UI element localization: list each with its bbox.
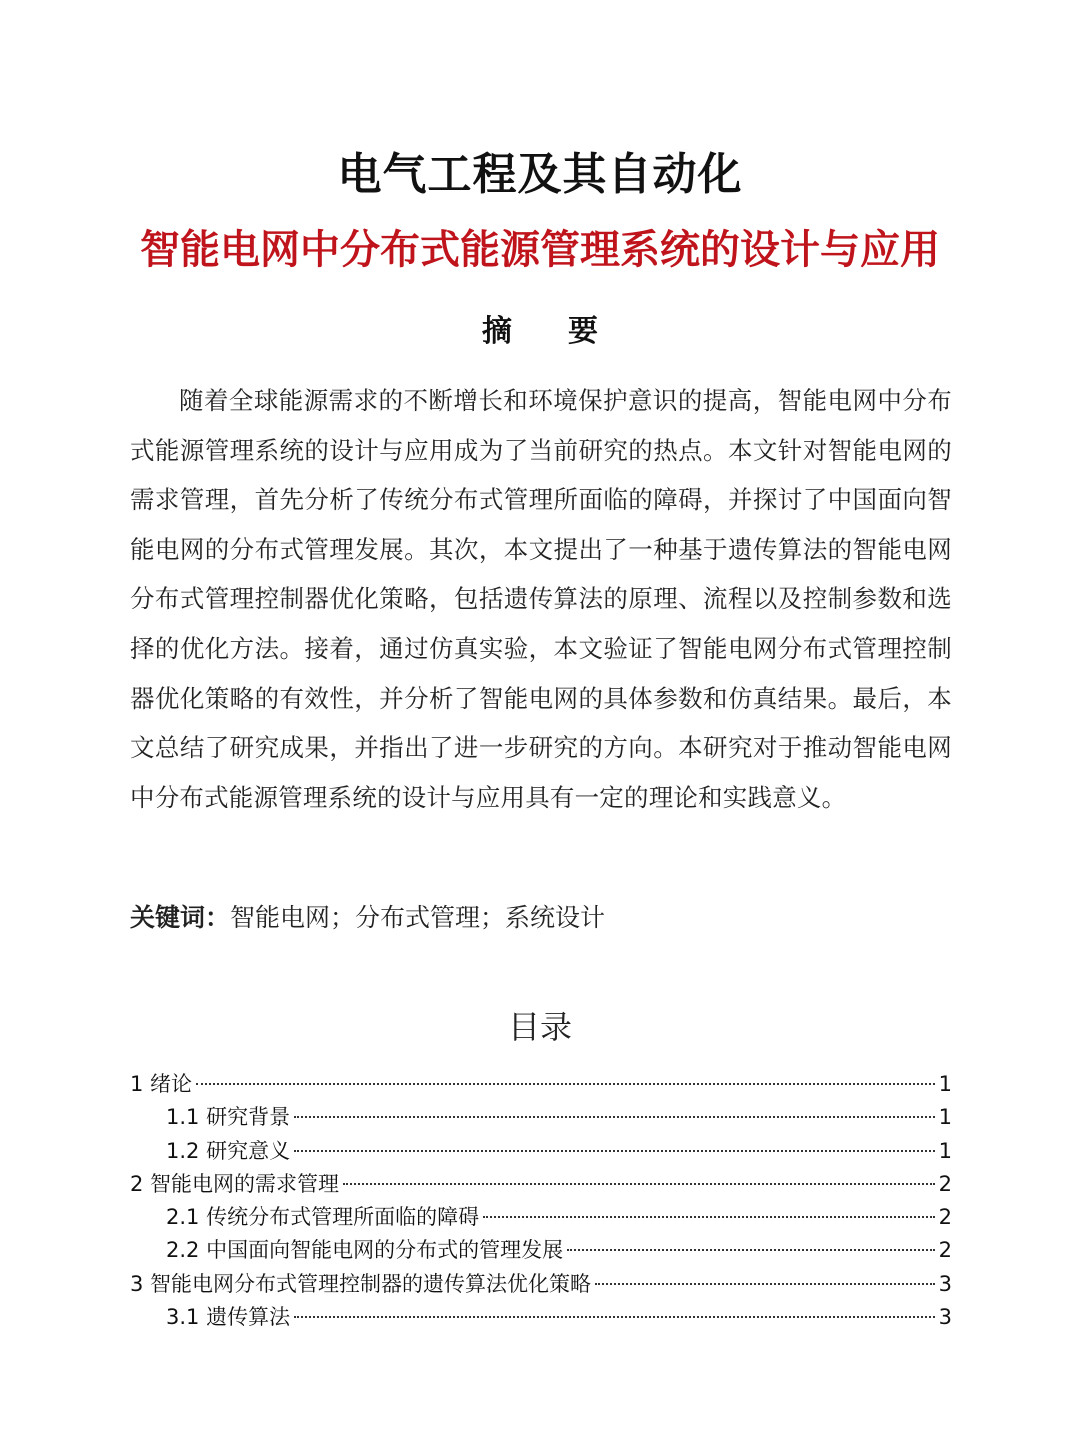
abstract-body: 随着全球能源需求的不断增长和环境保护意识的提高，智能电网中分布式能源管理系统的设计与应用成为了当前研究的热点。本文针对智能电网的需求管理，首先分析了传统分布式管理所面临的障碍，并探讨了中国面向智能电网的分布式管理发展。其次，本文提出了一种基于遗传算法的智能电网分布式管理控制器优化策略，包括遗传算法的原理、流程以及控制参数和选择的优化方法。接着，通过仿真实验，本文验证了智能电网分布式管理控制器优化策略的有效性，并分析了智能电网的具体参数和仿真结果。最后，本文总结了研究成果，并指出了进一步研究的方向。本研究对于推动智能电网中分布式能源管理系统的设计与应用具有一定的理论和实践意义。: [130, 386, 952, 812]
toc-entry-page: 1: [938, 1138, 952, 1163]
abstract-heading: 摘要: [482, 314, 654, 349]
keywords-label: 关键词：: [130, 903, 231, 932]
toc-entry[interactable]: [130, 1201, 952, 1234]
paper-title: 智能电网中分布式能源管理系统的设计与应用: [140, 227, 940, 273]
keywords-text: 智能电网；分布式管理；系统设计: [230, 903, 606, 932]
toc-entry-label: 1.2 研究意义: [166, 1138, 291, 1163]
toc-title: 目录: [507, 1008, 572, 1046]
toc-dot-leader: [294, 1316, 935, 1318]
toc-entry-page: 2: [938, 1171, 952, 1196]
toc-dot-leader: [567, 1249, 935, 1251]
toc-dot-leader: [294, 1116, 935, 1118]
toc-entry-label: 2.1 传统分布式管理所面临的障碍: [166, 1205, 480, 1230]
toc-dot-leader: [294, 1150, 935, 1152]
toc-entry[interactable]: [130, 1268, 952, 1301]
toc-entry[interactable]: [130, 1135, 952, 1168]
toc-dot-leader: [196, 1083, 935, 1085]
toc-entry-label: 1.1 研究背景: [166, 1105, 291, 1130]
toc-entry-label: 1 绪论: [130, 1072, 193, 1096]
toc-entry-label: 2.2 中国面向智能电网的分布式的管理发展: [166, 1238, 564, 1263]
toc-entry-page: 1: [938, 1072, 952, 1096]
toc-entry[interactable]: [130, 1301, 952, 1334]
toc-entry[interactable]: [130, 1101, 952, 1134]
toc-entry-label: 3 智能电网分布式管理控制器的遗传算法优化策略: [130, 1271, 592, 1296]
toc-entry-page: 2: [938, 1205, 952, 1230]
toc-entry-page: 1: [938, 1105, 952, 1130]
toc-dot-leader: [343, 1183, 935, 1185]
toc-entry[interactable]: [130, 1168, 952, 1201]
toc-entry-label: 2 智能电网的需求管理: [130, 1171, 340, 1196]
toc-entry[interactable]: [130, 1068, 952, 1101]
toc-dot-leader: [483, 1216, 935, 1218]
toc-entry[interactable]: [130, 1234, 952, 1267]
toc-entry-page: 3: [938, 1271, 952, 1296]
keywords-line: [130, 898, 605, 934]
toc-entry-page: 2: [938, 1238, 952, 1263]
toc-entry-label: 3.1 遗传算法: [166, 1305, 291, 1330]
major-title: 电气工程及其自动化: [337, 149, 743, 200]
toc-entry-page: 3: [938, 1305, 952, 1330]
toc-dot-leader: [595, 1283, 935, 1285]
table-of-contents: [130, 1068, 952, 1334]
